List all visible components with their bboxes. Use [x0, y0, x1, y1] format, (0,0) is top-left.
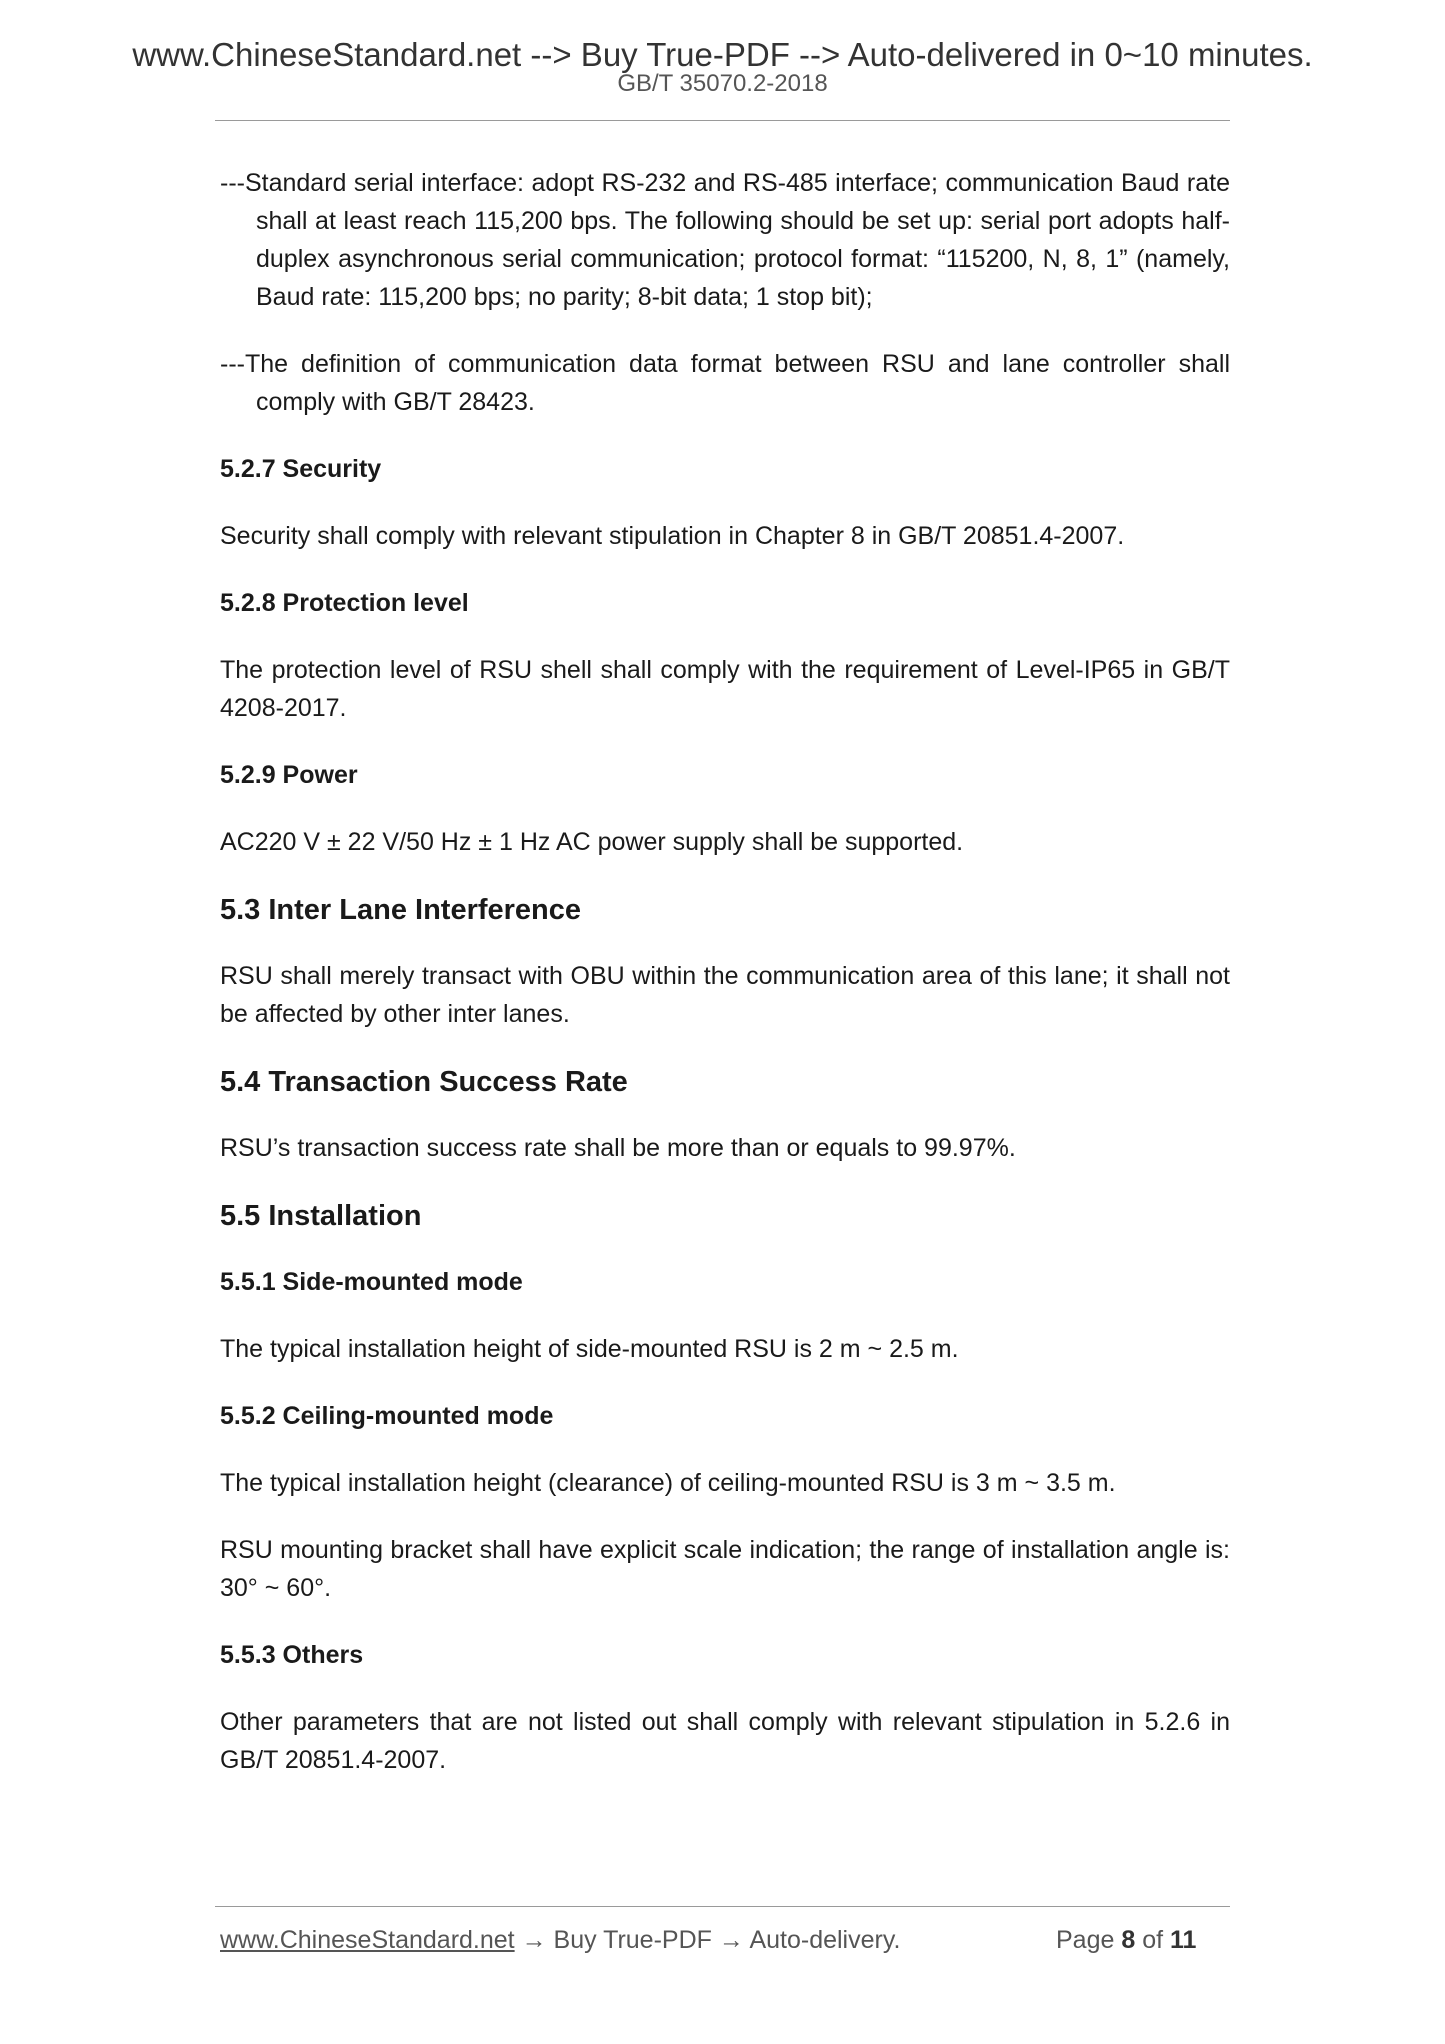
paragraph-others: Other parameters that are not listed out shall comply with relevant stipulation in 5.2.6 in GB/T 20851.4-2007.: [220, 1708, 1230, 1774]
standard-number: GB/T 35070.2-2018: [617, 70, 828, 97]
heading-5-4: 5.4 Transaction Success Rate: [220, 1066, 628, 1098]
page-total: 11: [1170, 1926, 1197, 1954]
paragraph-protection-level: The protection level of RSU shell shall comply with the requirement of Level-IP65 in GB/T 4208-2017.: [220, 656, 1230, 722]
arrow-right-icon: →: [718, 1926, 744, 1954]
list-item-data-format: ---The definition of communication data format between RSU and lane controller shall comply with GB/T 28423.: [220, 350, 1230, 416]
page-of: of: [1142, 1926, 1164, 1954]
paragraph-side-mounted: The typical installation height of side-mounted RSU is 2 m ~ 2.5 m.: [220, 1335, 959, 1363]
footer-delivery-text: Auto-delivery.: [749, 1926, 901, 1954]
footer-divider: [215, 1906, 1230, 1907]
footer-site-link[interactable]: www.ChineseStandard.net: [220, 1926, 515, 1954]
header-divider: [215, 120, 1230, 121]
paragraph-security: Security shall comply with relevant stipulation in Chapter 8 in GB/T 20851.4-2007.: [220, 522, 1125, 550]
list-item-serial-interface: ---Standard serial interface: adopt RS-232 and RS-485 interface; communication Baud rate shall at least reach 115,200 bps. The following should be set up: serial port adopts half-duplex asynchronous serial communication; protocol format: “115200, N, 8, 1” (namely, Baud rate: 115,200 bps; no parity; 8-bit data; 1 stop bit);: [220, 169, 1230, 311]
arrow-right-icon: →: [521, 1926, 547, 1954]
page-indicator: [1056, 1926, 1196, 1955]
heading-5-5-2: 5.5.2 Ceiling-mounted mode: [220, 1402, 554, 1430]
footer-buy-text: Buy True-PDF: [553, 1926, 712, 1954]
paragraph-inter-lane: RSU shall merely transact with OBU within the communication area of this lane; it shall not be affected by other inter lanes.: [220, 962, 1230, 1028]
page-label: Page: [1056, 1926, 1115, 1954]
heading-5-5-3: 5.5.3 Others: [220, 1641, 364, 1669]
heading-5-3: 5.3 Inter Lane Interference: [220, 894, 582, 926]
heading-5-2-8: 5.2.8 Protection level: [220, 589, 469, 617]
page-current: 8: [1121, 1926, 1136, 1954]
paragraph-ceiling-height: The typical installation height (clearance) of ceiling-mounted RSU is 3 m ~ 3.5 m.: [220, 1469, 1116, 1497]
site-banner: www.ChineseStandard.net --> Buy True-PDF --> Auto-delivered in 0~10 minutes.: [132, 36, 1313, 73]
paragraph-bracket-angle: RSU mounting bracket shall have explicit scale indication; the range of installation angle is: 30° ~ 60°.: [220, 1536, 1230, 1602]
serial-interface-list: [171, 164, 1230, 421]
paragraph-power: AC220 V ± 22 V/50 Hz ± 1 Hz AC power supply shall be supported.: [220, 828, 964, 856]
heading-5-5: 5.5 Installation: [220, 1200, 422, 1232]
heading-5-2-7: 5.2.7 Security: [220, 455, 382, 483]
paragraph-success-rate: RSU’s transaction success rate shall be more than or equals to 99.97%.: [220, 1134, 1016, 1162]
heading-5-5-1: 5.5.1 Side-mounted mode: [220, 1268, 523, 1296]
heading-5-2-9: 5.2.9 Power: [220, 761, 358, 789]
document-body: [220, 164, 1230, 1808]
footer-promo: [220, 1926, 900, 1955]
